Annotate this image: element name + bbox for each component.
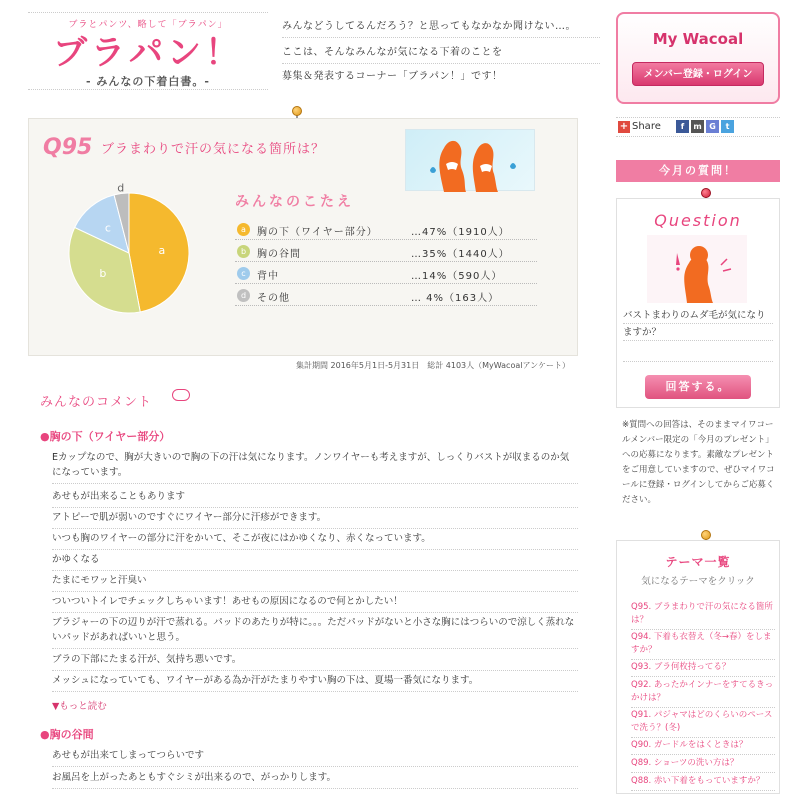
answer-label-b: 胸の谷間 xyxy=(257,249,301,260)
question-panel xyxy=(28,118,578,356)
logo[interactable] xyxy=(28,12,268,90)
answer-row-a xyxy=(235,219,537,240)
pushpin-icon xyxy=(701,530,711,540)
mywacoal-title: My Wacoal xyxy=(652,30,744,48)
pie-label-b: b xyxy=(99,267,107,281)
comment-item: ついついトイレでチェックしちゃいます！あせもの原因になるので何とかしたい！ xyxy=(52,594,578,613)
comment-item: ブラの下部にたまる汗が、気持ち悪いです。 xyxy=(52,652,578,671)
answer-row-d xyxy=(235,285,537,306)
answer-value-a: …47%（1910人） xyxy=(411,227,510,238)
comment-item: アトピーで肌が弱いのですぐにワイヤー部分に汗疹ができます。 xyxy=(52,510,578,529)
intro-line-2: ここは、そんなみんなが気になる下着のことを xyxy=(282,43,600,64)
logo-tagline: - みんなの下着白書。- xyxy=(86,75,210,88)
answer-label-a: 胸の下（ワイヤー部分） xyxy=(257,227,378,238)
question-card-title: Question xyxy=(654,211,742,230)
speech-bubble-icon xyxy=(172,389,190,401)
divider xyxy=(623,323,773,324)
comment-item: Eカップなので、胸が大きいので胸の下の汗は気になります。ノンワイヤーも考えますが、しっくりバストが収まるのか気になっています。 xyxy=(52,450,578,484)
pie-label-d: d xyxy=(117,181,125,195)
comment-item: かゆくなる xyxy=(52,552,578,571)
pushpin-icon xyxy=(701,188,711,198)
sweat-illustration-icon xyxy=(405,129,535,191)
logo-title: ブラパン！ xyxy=(53,33,243,73)
answer-badge-a: a xyxy=(237,223,250,236)
answer-label-d: その他 xyxy=(257,293,290,304)
comment-item: あせもが出来ることもあります xyxy=(52,489,578,508)
question-number: Q95 xyxy=(43,135,93,160)
monthly-question-card xyxy=(616,198,780,408)
mixi-icon[interactable]: m xyxy=(691,120,704,133)
answer-badge-c: c xyxy=(237,267,250,280)
answer-label-c: 背中 xyxy=(257,271,279,282)
answer-value-b: …35%（1440人） xyxy=(411,249,510,260)
share-label[interactable]: Share xyxy=(632,121,661,132)
answer-value-c: …14%（590人） xyxy=(411,271,503,282)
theme-link[interactable]: Q94. 下着も衣替え（冬→春）をしますか？ xyxy=(631,631,775,660)
theme-link[interactable]: Q90. ガードルをはくときは？ xyxy=(631,739,775,755)
comment-item: ブラジャーの下の辺りが汗で蒸れる。パッドのあたりが特に。。。ただパッドがないと小さな胸にはつらいので涼しく蒸れないパッドがあればいいと思う。 xyxy=(52,615,578,649)
google-icon[interactable]: G xyxy=(706,120,719,133)
pie-label-c: c xyxy=(104,221,111,235)
comments-title: みんなのコメント xyxy=(40,395,153,410)
answer-row-b xyxy=(235,241,537,262)
logo-subtitle: ブラとパンツ、略して「ブラパン」 xyxy=(68,20,228,30)
comment-item: たまにモワッと汗臭い xyxy=(52,573,578,592)
intro-line-1: みんなどうしてるんだろう？と思ってもなかなか聞けない…。 xyxy=(282,17,600,38)
comment-category-title: ●胸の谷間 xyxy=(40,728,94,741)
pie-label-a: a xyxy=(158,243,166,257)
divider xyxy=(623,340,773,341)
woman-illustration-icon xyxy=(647,235,747,303)
pushpin-icon xyxy=(292,106,302,116)
answer-pie-chart xyxy=(65,181,193,317)
intro-line-3: 募集＆発表するコーナー「ブラパン！」です！ xyxy=(282,71,503,82)
answer-badge-d: d xyxy=(237,289,250,302)
facebook-icon[interactable]: f xyxy=(676,120,689,133)
comment-item: メッシュになっていても、ワイヤーがある為か汗がたまりやすい胸の下は、夏場一番気になります。 xyxy=(52,673,578,692)
share-bar xyxy=(616,117,780,137)
comment-category-title: ●胸の下（ワイヤー部分） xyxy=(40,430,171,443)
theme-list-card xyxy=(616,540,780,794)
answers-title: みんなのこたえ xyxy=(235,194,354,210)
theme-list-title: テーマ一覧 xyxy=(665,555,731,569)
theme-link[interactable]: Q88. 赤い下着をもっていますか？ xyxy=(631,775,775,791)
monthly-question-text: バストまわりのムダ毛が気になりますか？ xyxy=(623,310,766,338)
comment-item: いつも胸のワイヤーの部分に汗をかいて、そこが夜にはかゆくなり、赤くなっています。 xyxy=(52,531,578,550)
theme-link[interactable]: Q92. あったかインナーをすてるきっかけは？ xyxy=(631,679,775,708)
theme-link[interactable]: Q91. パジャマはどのくらいのペースで洗う？(冬) xyxy=(631,709,775,738)
monthly-note: ※質問への回答は、そのままマイワコールメンバー限定の「今月のプレゼント」への応募になります。素敵なプレゼントをご用意していますので、ぜひマイワコールに登録・ログインしてからご応募ください。 xyxy=(622,420,775,505)
divider xyxy=(623,361,773,362)
theme-link[interactable]: Q89. ショーツの洗い方は？ xyxy=(631,757,775,773)
answer-button[interactable]: 回答する。 xyxy=(645,375,751,399)
answer-value-d: … 4%（163人） xyxy=(411,293,500,304)
answer-row-c xyxy=(235,263,537,284)
monthly-question-header: 今月の質問！ xyxy=(616,160,780,182)
theme-link[interactable]: Q95. ブラまわりで汗の気になる箇所は？ xyxy=(631,601,775,630)
theme-link[interactable]: Q93. ブラ何枚持ってる？ xyxy=(631,661,775,677)
theme-list-subtitle: 気になるテーマをクリック xyxy=(641,576,755,587)
mywacoal-box xyxy=(616,12,780,104)
comment-item: お風呂を上がったあともすぐシミが出来るので、がっかりします。 xyxy=(52,770,578,789)
answer-badge-b: b xyxy=(237,245,250,258)
comment-item: あせもが出来てしまってつらいです xyxy=(52,748,578,767)
share-plus-icon[interactable]: + xyxy=(619,121,629,132)
question-text: ブラまわりで汗の気になる箇所は？ xyxy=(101,142,326,157)
member-login-button[interactable]: メンバー登録・ログイン xyxy=(632,62,764,86)
read-more-link[interactable]: ▼もっと読む xyxy=(52,701,107,712)
twitter-icon[interactable]: t xyxy=(721,120,734,133)
survey-period: 集計期間 2016年5月1日-5月31日 総計 4103人（MyWacoalアンケート） xyxy=(295,361,570,370)
